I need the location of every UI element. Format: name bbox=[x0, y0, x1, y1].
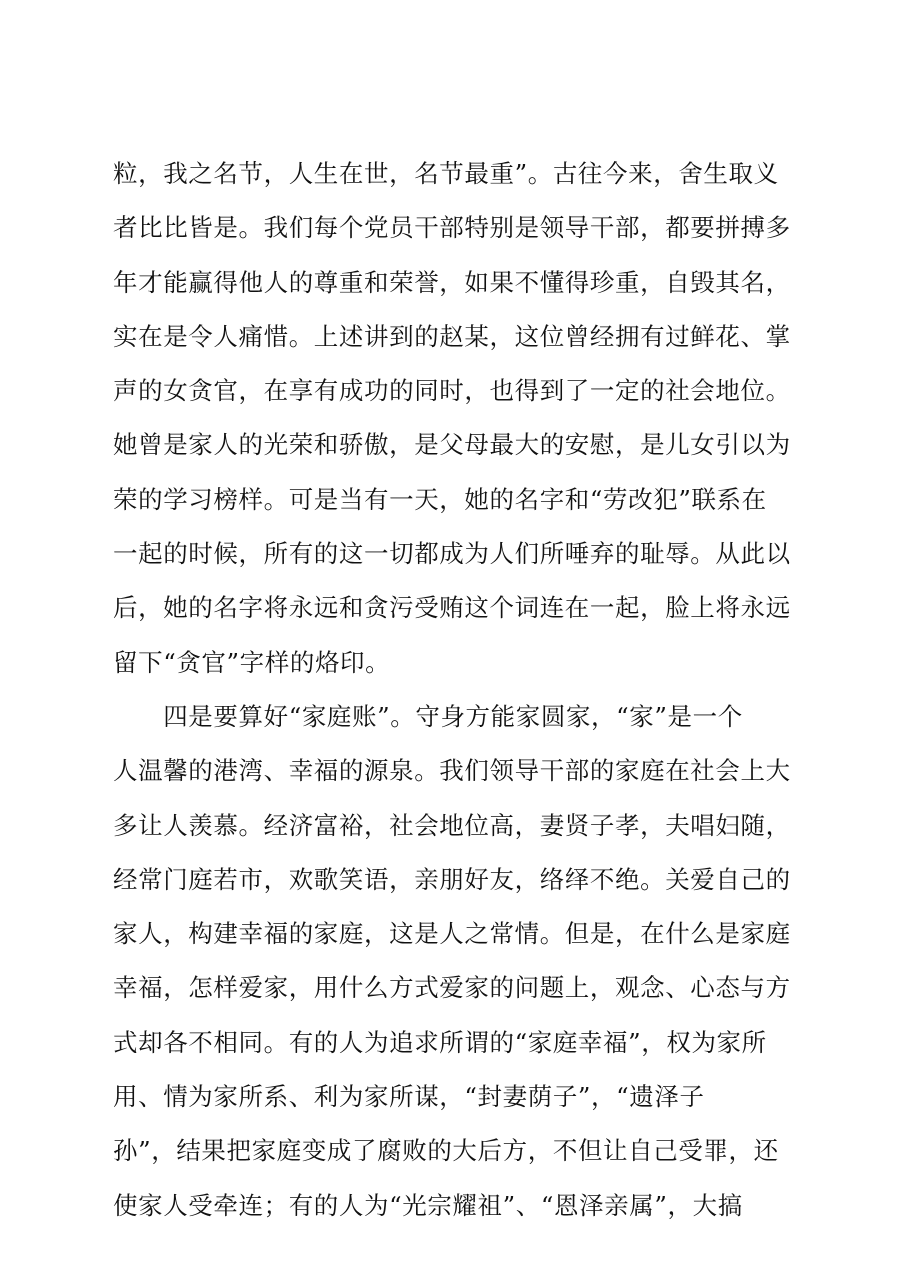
text-line: 家人，构建幸福的家庭，这是人之常情。但是，在什么是家庭 bbox=[113, 919, 791, 949]
text-line: 多让人羡慕。经济富裕，社会地位高，妻贤子孝，夫唱妇随， bbox=[113, 810, 791, 840]
paragraph-start-line: 四是要算好“家庭账”。守身方能家圆家，“家”是一个 bbox=[113, 701, 743, 731]
text-line: 一起的时候，所有的这一切都成为人们所唾弃的耻辱。从此以 bbox=[113, 539, 791, 569]
text-line: 声的女贪官，在享有成功的同时，也得到了一定的社会地位。 bbox=[113, 376, 791, 406]
body-text bbox=[113, 152, 813, 1238]
text-line: 者比比皆是。我们每个党员干部特别是领导干部，都要拼搏多 bbox=[113, 213, 791, 243]
text-line: 她曾是家人的光荣和骄傲，是父母最大的安慰，是儿女引以为 bbox=[113, 430, 791, 460]
text-line: 式却各不相同。有的人为追求所谓的“家庭幸福”，权为家所 bbox=[113, 1027, 767, 1057]
text-line: 经常门庭若市，欢歌笑语，亲朋好友，络绎不绝。关爱自己的 bbox=[113, 864, 791, 894]
text-line: 孙”，结果把家庭变成了腐败的大后方，不但让自己受罪，还 bbox=[113, 1136, 779, 1166]
text-line: 荣的学习榜样。可是当有一天，她的名字和“劳改犯”联系在 bbox=[113, 484, 767, 514]
text-line: 留下“贪官”字样的烙印。 bbox=[113, 647, 391, 677]
text-line: 粒，我之名节，人生在世，名节最重”。古往今来，舍生取义 bbox=[113, 159, 779, 188]
text-line: 使家人受牵连；有的人为“光宗耀祖”、“恩泽亲属”，大搞 bbox=[113, 1190, 743, 1220]
text-line: 用、情为家所系、利为家所谋，“封妻荫子”，“遗泽子 bbox=[113, 1082, 705, 1112]
text-line: 人温馨的港湾、幸福的源泉。我们领导干部的家庭在社会上大 bbox=[113, 756, 791, 786]
text-line: 后，她的名字将永远和贪污受贿这个词连在一起，脸上将永远 bbox=[113, 593, 791, 623]
text-line: 幸福，怎样爱家，用什么方式爱家的问题上，观念、心态与方 bbox=[113, 973, 791, 1003]
text-line: 年才能赢得他人的尊重和荣誉，如果不懂得珍重，自毁其名， bbox=[113, 267, 791, 297]
text-line: 实在是令人痛惜。上述讲到的赵某，这位曾经拥有过鲜花、掌 bbox=[113, 321, 791, 351]
